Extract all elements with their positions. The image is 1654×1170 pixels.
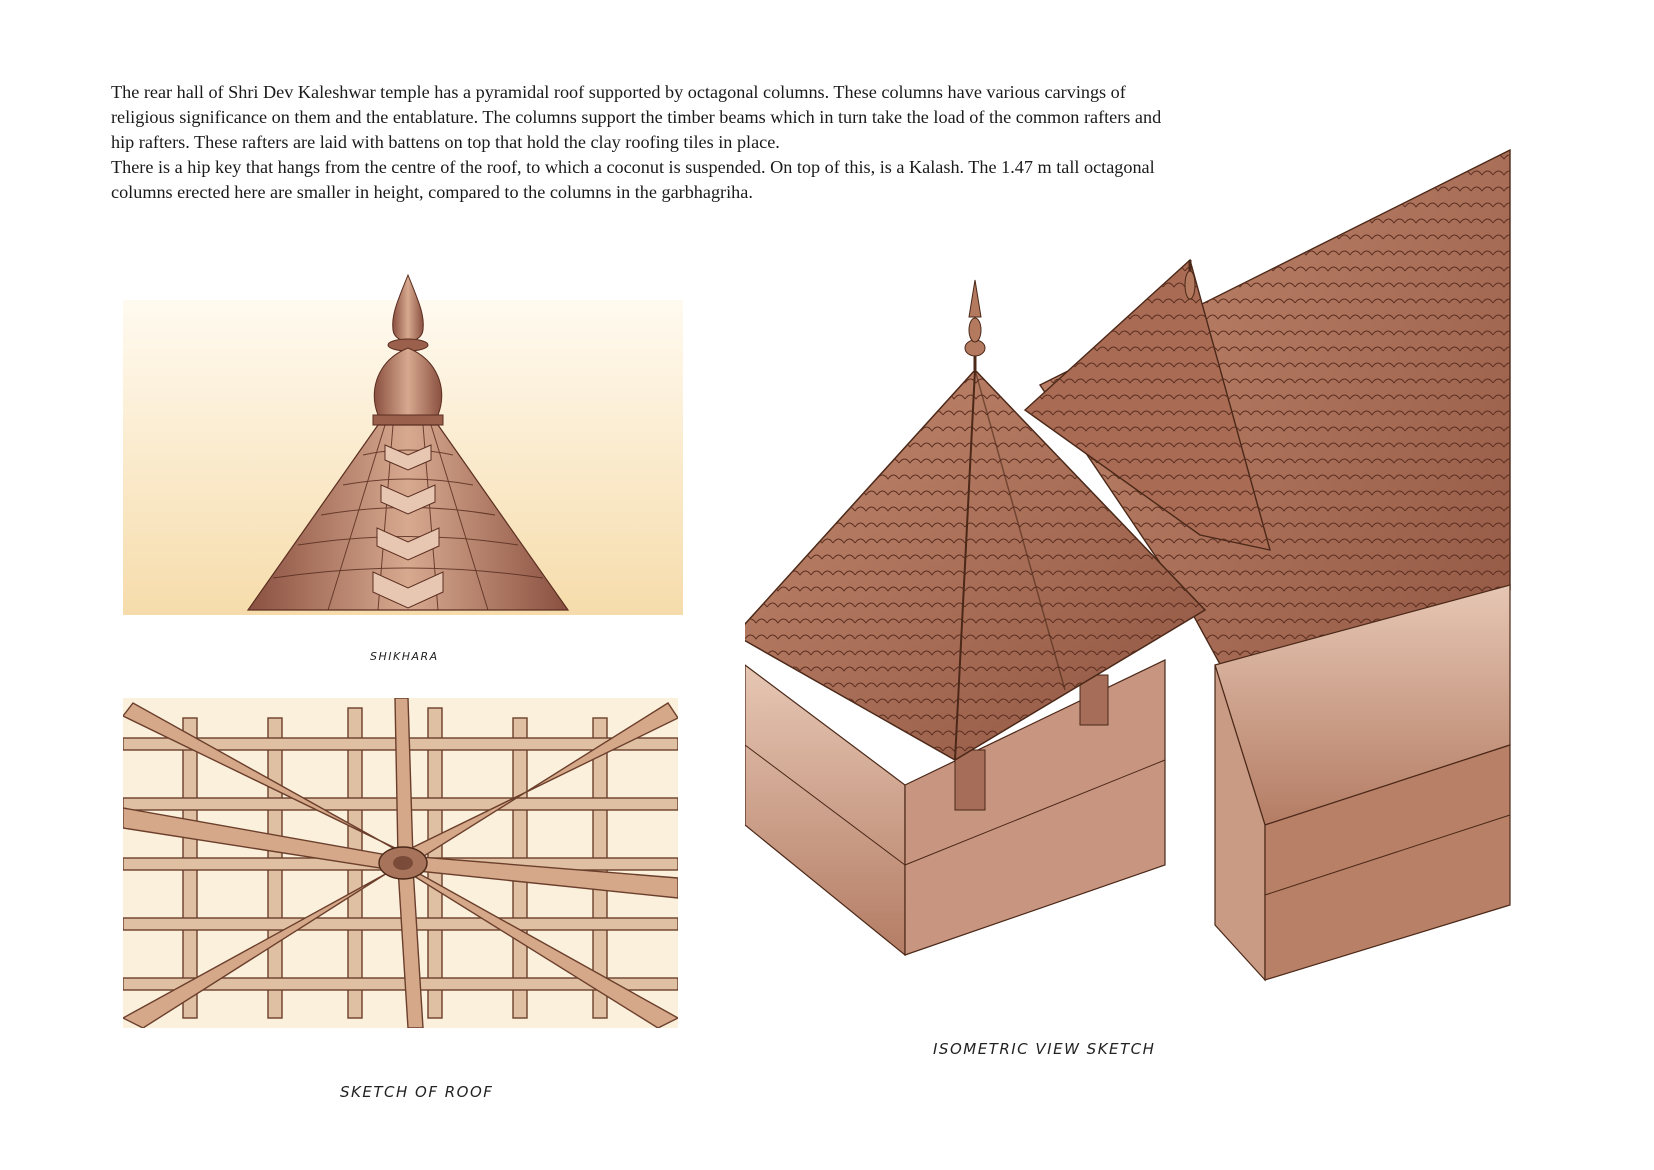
shikhara-caption: SHIKHARA: [370, 650, 439, 663]
intro-paragraph-2: There is a hip key that hangs from the centre of the roof, to which a coconut is suspended. On top of this, is a Kalash. The 1.47 m tall octagonal columns erected here are smaller in height, compared to the columns in the garbhagriha.: [111, 157, 1155, 202]
isometric-view-sketch: [745, 145, 1575, 1015]
intro-paragraph-1: The rear hall of Shri Dev Kaleshwar temple has a pyramidal roof supported by octagonal columns. These columns have various carvings of religious significance on them and the entablature. The columns support the timber beams which in turn take the load of the common rafters and hip rafters. These rafters are laid with battens on top that hold the clay roofing tiles in place.: [111, 82, 1162, 152]
roof-framing-sketch: [123, 698, 678, 1028]
isometric-caption: ISOMETRIC VIEW SKETCH: [933, 1040, 1156, 1058]
roof-caption: SKETCH OF ROOF: [340, 1083, 494, 1101]
shikhara-illustration: [123, 270, 683, 615]
